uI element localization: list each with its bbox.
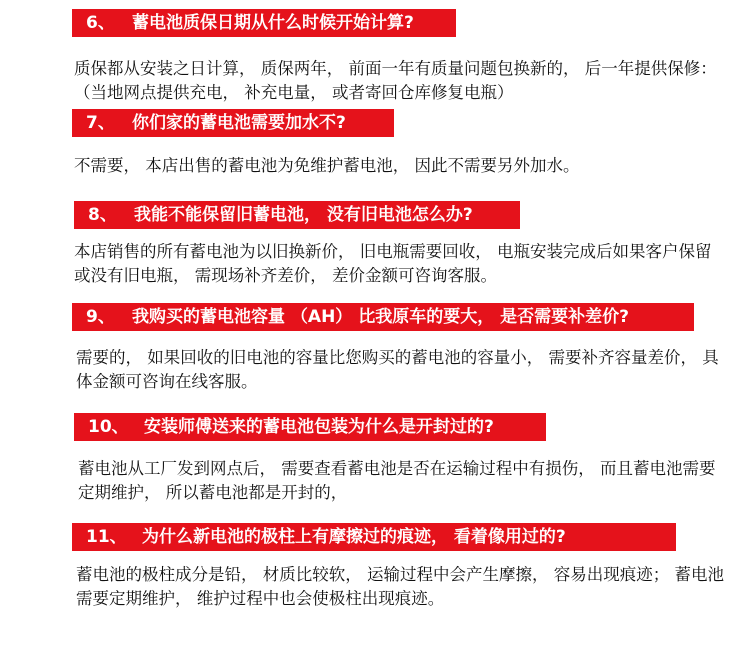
faq-question-7 — [72, 109, 394, 137]
faq-number: 11、 — [86, 527, 127, 547]
faq-number: 9、 — [86, 307, 115, 327]
faq-number: 6、 — [86, 13, 115, 33]
faq-question-6 — [72, 9, 456, 37]
faq-question-11 — [72, 523, 676, 551]
faq-answer-8: 本店销售的所有蓄电池为以旧换新价， 旧电瓶需要回收， 电瓶安装完成后如果客户保留或没有旧电瓶， 需现场补齐差价， 差价金额可咨询客服。 — [74, 242, 712, 285]
faq-question-text: 安装师傅送来的蓄电池包装为什么是开封过的? — [144, 417, 494, 437]
faq-answer-9: 需要的， 如果回收的旧电池的容量比您购买的蓄电池的容量小， 需要补齐容量差价， 具体金额可咨询在线客服。 — [76, 348, 719, 391]
faq-question-8 — [74, 201, 520, 229]
faq-answer-6: 质保都从安装之日计算， 质保两年， 前面一年有质量问题包换新的， 后一年提供保修： （当地网点提供充电， 补充电量， 或者寄回仓库修复电瓶） — [74, 59, 717, 102]
faq-question-text: 我购买的蓄电池容量 （AH） 比我原车的要大， 是否需要补差价? — [132, 307, 629, 327]
faq-number: 10、 — [88, 417, 129, 437]
faq-question-text: 为什么新电池的极柱上有摩擦过的痕迹， 看着像用过的? — [142, 527, 566, 547]
faq-question-text: 你们家的蓄电池需要加水不? — [132, 113, 346, 133]
faq-answer-7: 不需要， 本店出售的蓄电池为免维护蓄电池， 因此不需要另外加水。 — [74, 156, 580, 175]
faq-question-text: 我能不能保留旧蓄电池， 没有旧电池怎么办? — [134, 205, 473, 225]
faq-number: 8、 — [88, 205, 117, 225]
faq-answer-11: 蓄电池的极柱成分是铅， 材质比较软， 运输过程中会产生摩擦， 容易出现痕迹； 蓄电池需要定期维护， 维护过程中也会使极柱出现痕迹。 — [76, 565, 724, 608]
faq-question-10 — [74, 413, 546, 441]
faq-question-text: 蓄电池质保日期从什么时候开始计算? — [132, 13, 414, 33]
faq-number: 7、 — [86, 113, 115, 133]
faq-answer-10: 蓄电池从工厂发到网点后， 需要查看蓄电池是否在运输过程中有损伤， 而且蓄电池需要定期维护， 所以蓄电池都是开封的， — [78, 459, 716, 502]
faq-question-9 — [72, 303, 694, 331]
